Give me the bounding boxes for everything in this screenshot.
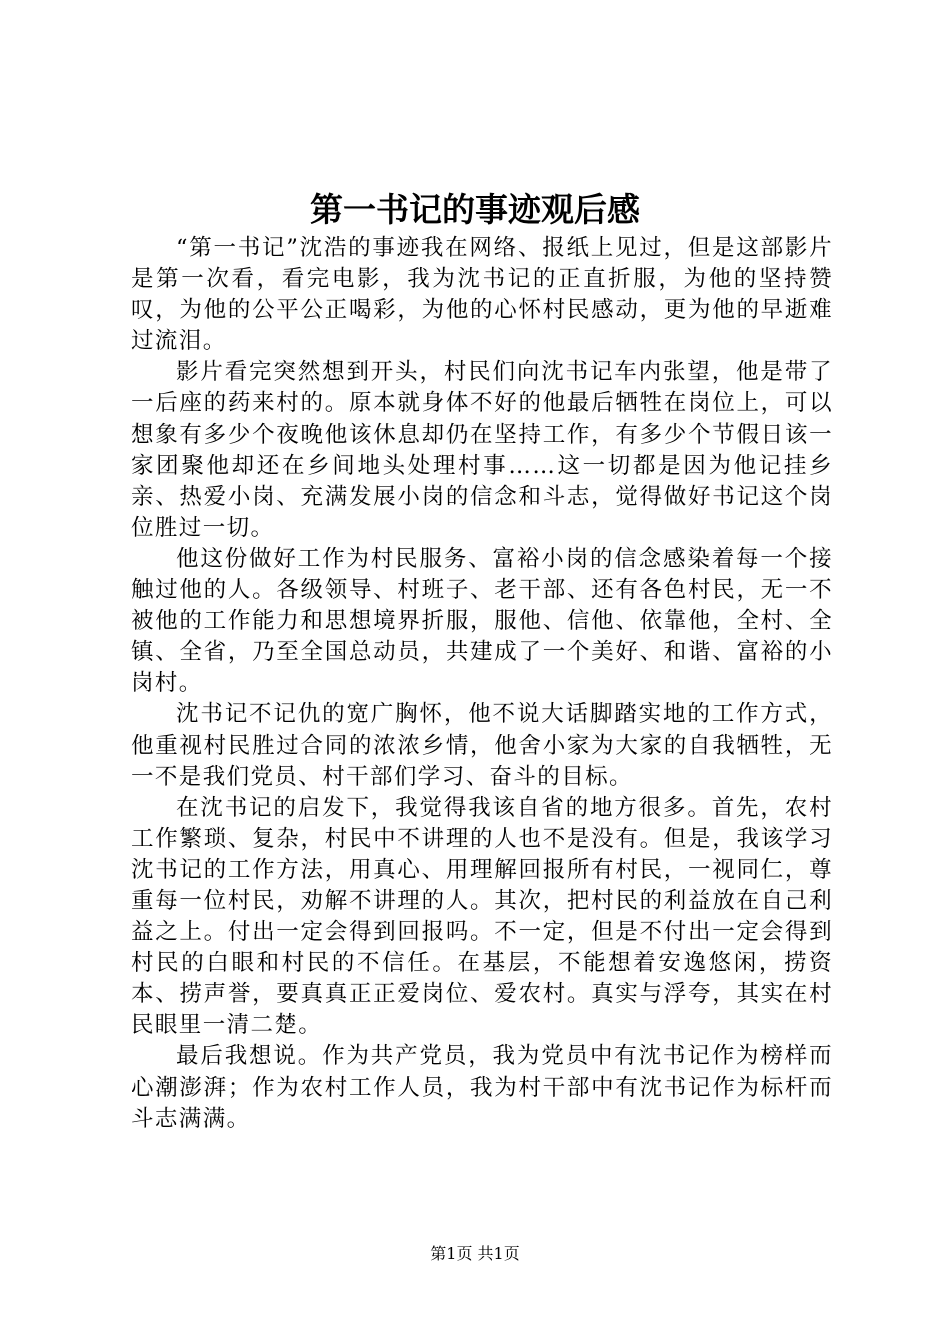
page-footer: 第1页 共1页: [430, 1244, 520, 1263]
paragraph: 他这份做好工作为村民服务、富裕小岗的信念感染着每一个接触过他的人。各级领导、村班子、老干部、还有各色村民，无一不被他的工作能力和思想境界折服，服他、信他、依靠他，全村、全镇、全省，乃至全国总动员，共建成了一个美好、和谐、富裕的小岗村。: [131, 545, 833, 697]
paragraph: “第一书记”沈浩的事迹我在网络、报纸上见过，但是这部影片是第一次看，看完电影，我为沈书记的正直折服，为他的坚持赞叹，为他的公平公正喝彩，为他的心怀村民感动，更为他的早逝难过流泪。: [131, 235, 833, 355]
document-title: 第一书记的事迹观后感: [310, 190, 640, 229]
paragraph: 沈书记不记仇的宽广胸怀，他不说大话脚踏实地的工作方式，他重视村民胜过合同的浓浓乡情，他舍小家为大家的自我牺牲，无一不是我们党员、村干部们学习、奋斗的目标。: [131, 701, 833, 790]
paragraph: 在沈书记的启发下，我觉得我该自省的地方很多。首先，农村工作繁琐、复杂，村民中不讲理的人也不是没有。但是，我该学习沈书记的工作方法，用真心、用理解回报所有村民，一视同仁，尊重每一位村民，劝解不讲理的人。其次，把村民的利益放在自己利益之上。付出一定会得到回报吗。不一定，但是不付出一定会得到村民的白眼和村民的不信任。在基层，不能想着安逸悠闲，捞资本、捞声誉，要真真正正爱岗位、爱农村。真实与浮夸，其实在村民眼里一清二楚。: [131, 794, 833, 1039]
document-body: [131, 233, 833, 1135]
paragraph: 影片看完突然想到开头，村民们向沈书记车内张望，他是带了一后座的药来村的。原本就身体不好的他最后牺牲在岗位上，可以想象有多少个夜晚他该休息却仍在坚持工作，有多少个节假日该一家团聚他却还在乡间地头处理村事……这一切都是因为他记挂乡亲、热爱小岗、充满发展小岗的信念和斗志，觉得做好书记这个岗位胜过一切。: [131, 359, 833, 541]
paragraph: 最后我想说。作为共产党员，我为党员中有沈书记作为榜样而心潮澎湃；作为农村工作人员，我为村干部中有沈书记作为标杆而斗志满满。: [131, 1043, 833, 1132]
